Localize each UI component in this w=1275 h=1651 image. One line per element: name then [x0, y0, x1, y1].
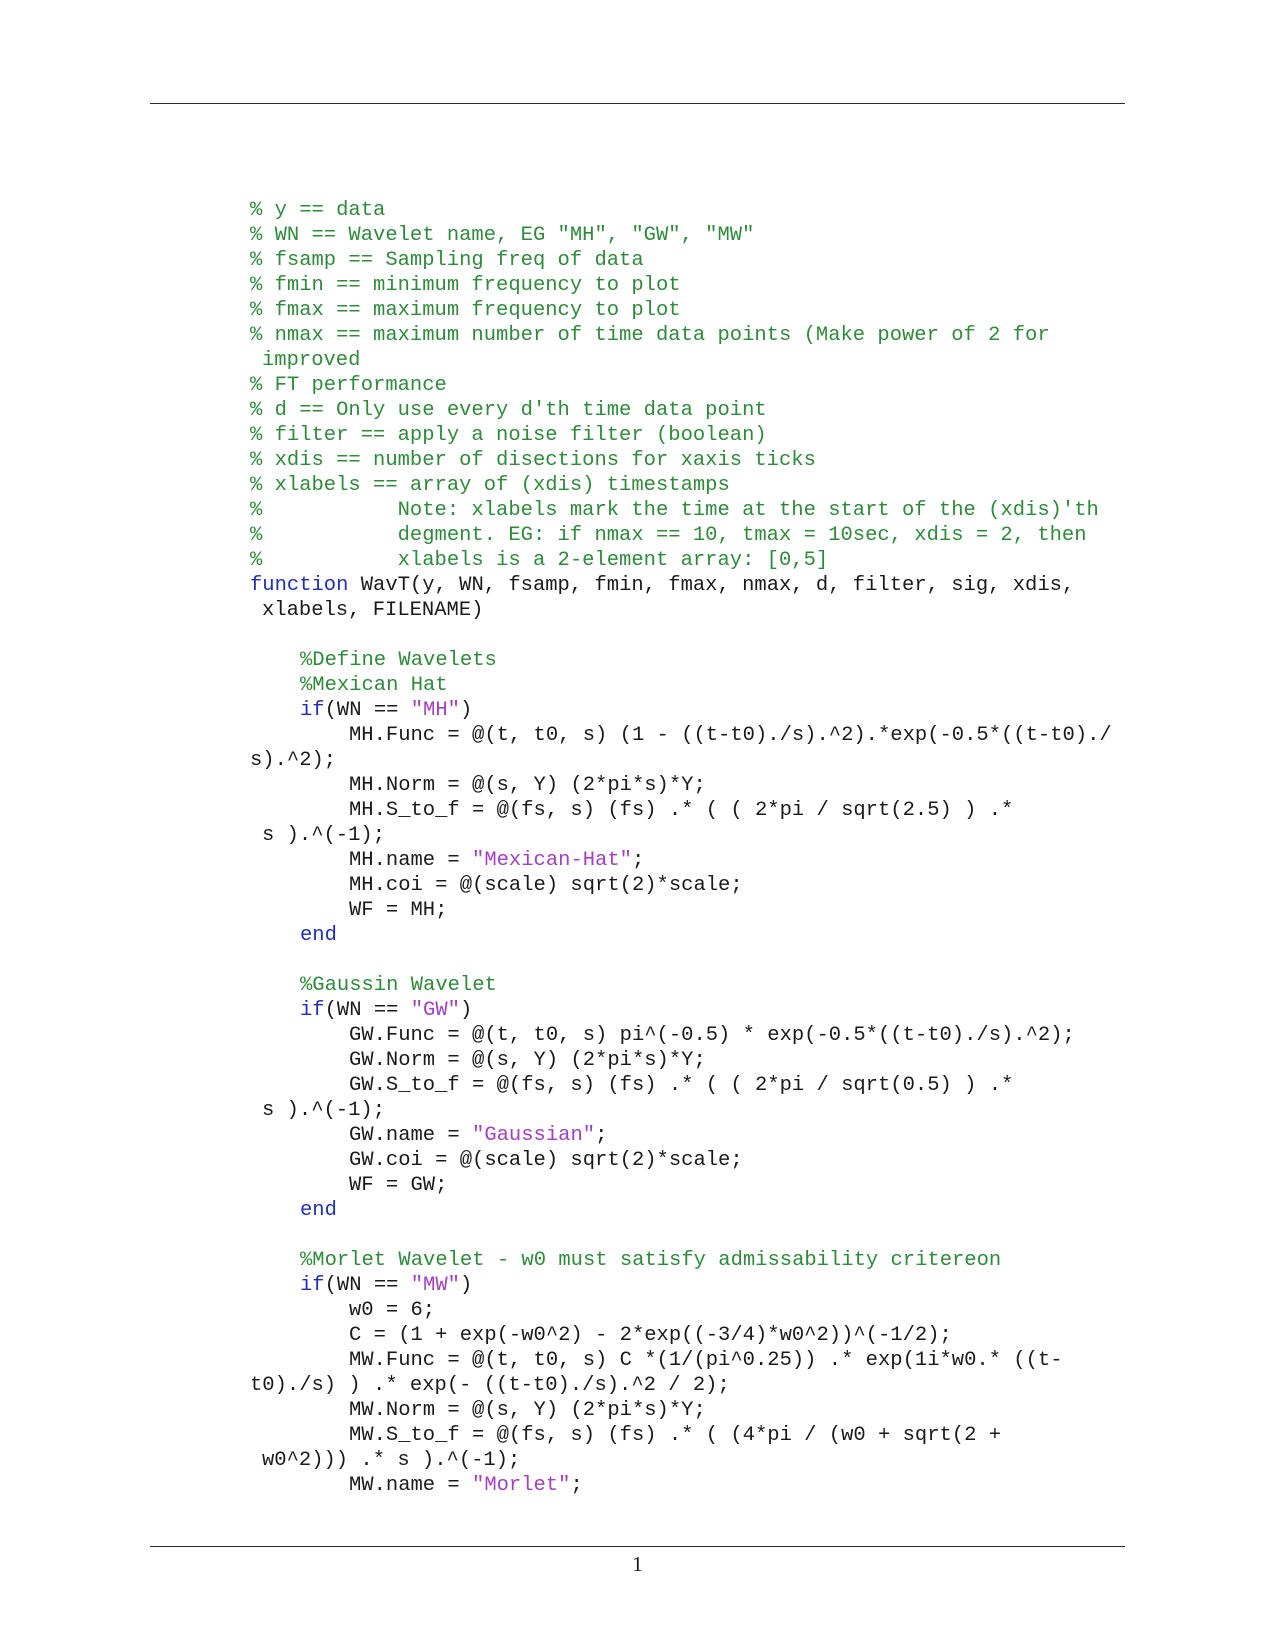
code-line — [0, 798, 1275, 823]
code-line — [0, 298, 1275, 323]
code-line — [0, 248, 1275, 273]
comment: %Gaussin Wavelet — [300, 974, 497, 997]
code-text: ; — [595, 1124, 608, 1147]
page-number: 1 — [632, 1552, 643, 1576]
code-line — [0, 1048, 1275, 1073]
code-text: w0 = 6; — [349, 1299, 436, 1322]
code-line — [0, 1173, 1275, 1198]
comment: % degment. EG: if nmax == 10, tmax = 10sec, xdis = 2, then — [250, 524, 1087, 547]
comment: % xlabels == array of (xdis) timestamps — [250, 474, 730, 497]
code-line — [0, 1073, 1275, 1098]
keyword: if — [300, 1274, 325, 1297]
code-line — [0, 1023, 1275, 1048]
code-line — [0, 773, 1275, 798]
code-line — [0, 1298, 1275, 1323]
code-line — [0, 948, 1275, 973]
keyword: if — [300, 699, 325, 722]
code-text: (WN == — [324, 699, 411, 722]
code-text: xlabels, FILENAME) — [262, 599, 484, 622]
code-line — [0, 1148, 1275, 1173]
code-line — [0, 1473, 1275, 1498]
code-text: s ).^(-1); — [262, 824, 386, 847]
comment: % d == Only use every d'th time data point — [250, 399, 767, 422]
code-line — [0, 973, 1275, 998]
keyword: function — [250, 574, 349, 597]
code-line — [0, 1323, 1275, 1348]
code-line — [0, 473, 1275, 498]
code-line — [0, 1223, 1275, 1248]
code-line — [0, 723, 1275, 748]
comment: % xdis == number of disections for xaxis ticks — [250, 449, 816, 472]
code-text: s).^2); — [250, 749, 337, 772]
string-literal: "MW" — [410, 1274, 460, 1297]
code-text: ; — [570, 1474, 583, 1497]
comment: % WN == Wavelet name, EG "MH", "GW", "MW" — [250, 224, 755, 247]
code-line — [0, 548, 1275, 573]
code-line — [0, 1348, 1275, 1373]
code-text: MH.Func = @(t, t0, s) (1 - ((t-t0)./s).^2).*exp(-0.5*((t-t0)./ — [349, 724, 1112, 747]
code-text: GW.Norm = @(s, Y) (2*pi*s)*Y; — [349, 1049, 706, 1072]
code-line — [0, 223, 1275, 248]
code-line — [0, 1248, 1275, 1273]
comment: % filter == apply a noise filter (boolean) — [250, 424, 767, 447]
code-text: MW.Norm = @(s, Y) (2*pi*s)*Y; — [349, 1399, 706, 1422]
code-line — [0, 1373, 1275, 1398]
comment: % fsamp == Sampling freq of data — [250, 249, 644, 272]
comment: % Note: xlabels mark the time at the start of the (xdis)'th — [250, 499, 1099, 522]
code-text: GW.name = — [349, 1124, 473, 1147]
string-literal: "Gaussian" — [472, 1124, 596, 1147]
comment: % nmax == maximum number of time data points (Make power of 2 for — [250, 324, 1050, 347]
code-text: MH.name = — [349, 849, 473, 872]
comment: improved — [262, 349, 361, 372]
comment: % xlabels is a 2-element array: [0,5] — [250, 549, 829, 572]
code-line — [0, 598, 1275, 623]
comment: %Morlet Wavelet - w0 must satisfy admissability critereon — [300, 1249, 1002, 1272]
code-text: s ).^(-1); — [262, 1099, 386, 1122]
code-line — [0, 623, 1275, 648]
code-line — [0, 898, 1275, 923]
code-line — [0, 1448, 1275, 1473]
code-line — [0, 1398, 1275, 1423]
comment: % FT performance — [250, 374, 447, 397]
code-line — [0, 273, 1275, 298]
code-line — [0, 848, 1275, 873]
code-line — [0, 673, 1275, 698]
code-text: ) — [459, 999, 473, 1022]
code-text: GW.S_to_f = @(fs, s) (fs) .* ( ( 2*pi / sqrt(0.5) ) .* — [349, 1074, 1014, 1097]
code-line — [0, 648, 1275, 673]
keyword: if — [300, 999, 325, 1022]
code-line — [0, 498, 1275, 523]
code-text: MW.Func = @(t, t0, s) C *(1/(pi^0.25)) .* exp(1i*w0.* ((t- — [349, 1349, 1063, 1372]
code-line — [0, 748, 1275, 773]
code-text: ) — [459, 699, 473, 722]
footer-rule — [150, 1546, 1125, 1547]
code-text: MH.coi = @(scale) sqrt(2)*scale; — [349, 874, 743, 897]
code-text: MH.S_to_f = @(fs, s) (fs) .* ( ( 2*pi / sqrt(2.5) ) .* — [349, 799, 1014, 822]
string-literal: "Morlet" — [472, 1474, 571, 1497]
code-line — [0, 1423, 1275, 1448]
keyword: end — [300, 924, 337, 947]
code-line — [0, 698, 1275, 723]
code-text: (WN == — [324, 999, 411, 1022]
code-line — [0, 1098, 1275, 1123]
code-line — [0, 823, 1275, 848]
code-text: WF = MH; — [349, 899, 448, 922]
code-line — [0, 398, 1275, 423]
code-line — [0, 1123, 1275, 1148]
code-line — [0, 373, 1275, 398]
comment: % fmax == maximum frequency to plot — [250, 299, 681, 322]
code-text: MH.Norm = @(s, Y) (2*pi*s)*Y; — [349, 774, 706, 797]
code-text: MW.S_to_f = @(fs, s) (fs) .* ( (4*pi / (w0 + sqrt(2 + — [349, 1424, 1002, 1447]
comment: %Mexican Hat — [300, 674, 448, 697]
code-text: ; — [631, 849, 645, 872]
header-rule — [150, 103, 1125, 104]
code-listing — [0, 198, 1275, 1498]
code-text: WavT(y, WN, fsamp, fmin, fmax, nmax, d, filter, sig, xdis, — [348, 574, 1075, 597]
code-text: ) — [459, 1274, 473, 1297]
code-text: (WN == — [324, 1274, 411, 1297]
code-text: MW.name = — [349, 1474, 473, 1497]
code-text: w0^2))) .* s ).^(-1); — [262, 1449, 521, 1472]
code-line — [0, 873, 1275, 898]
code-line — [0, 348, 1275, 373]
string-literal: "Mexican-Hat" — [472, 849, 632, 872]
code-line — [0, 998, 1275, 1023]
code-text: GW.Func = @(t, t0, s) pi^(-0.5) * exp(-0.5*((t-t0)./s).^2); — [349, 1024, 1075, 1047]
code-line — [0, 923, 1275, 948]
code-line — [0, 573, 1275, 598]
code-line — [0, 423, 1275, 448]
comment: %Define Wavelets — [300, 649, 497, 672]
code-text: C = (1 + exp(-w0^2) - 2*exp((-3/4)*w0^2))^(-1/2); — [349, 1324, 952, 1347]
string-literal: "GW" — [410, 999, 460, 1022]
code-line — [0, 1273, 1275, 1298]
string-literal: "MH" — [410, 699, 460, 722]
code-line — [0, 323, 1275, 348]
comment: % y == data — [250, 199, 386, 222]
keyword: end — [300, 1199, 337, 1222]
code-line — [0, 1198, 1275, 1223]
code-line — [0, 523, 1275, 548]
comment: % fmin == minimum frequency to plot — [250, 274, 681, 297]
code-text: WF = GW; — [349, 1174, 448, 1197]
code-text: t0)./s) ) .* exp(- ((t-t0)./s).^2 / 2); — [250, 1374, 730, 1397]
code-text: GW.coi = @(scale) sqrt(2)*scale; — [349, 1149, 743, 1172]
code-line — [0, 448, 1275, 473]
code-line — [0, 198, 1275, 223]
